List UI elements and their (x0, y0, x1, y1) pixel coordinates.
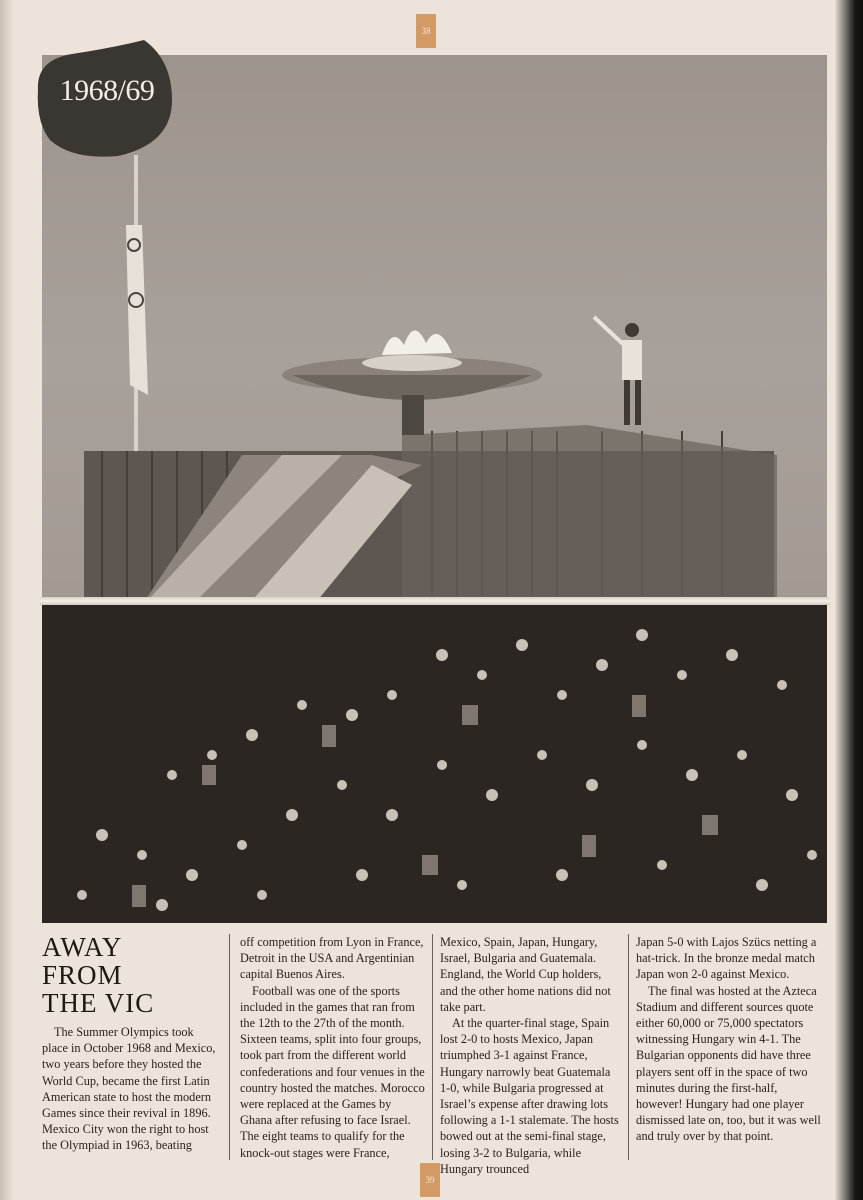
year-badge (32, 40, 176, 160)
paragraph: The final was hosted at the Azteca Stadium and different sources quote either 60,000 or 75,000 spectators witnessing Hungary win 4-1. The Bulgarian opponents did have three players sent off in the space of two minutes during the first-half, however! Hungary had one player dismissed late on, too, but it was well and truly over by that point. (636, 983, 821, 1144)
paragraph: Football was one of the sports included in the games that ran from the 12th to the 27th of the month. Sixteen teams, split into four groups, took part from the different world confederations and four venues in the country hosted the matches. Morocco were replaced at the Games by Ghana after refusing to face Israel. The eight teams to qualify for the knock-out stages were France, (240, 983, 425, 1160)
headline-line: AWAY (42, 932, 123, 962)
headline-line: FROM (42, 960, 123, 990)
article-column-3 (440, 934, 622, 1177)
headline (42, 933, 222, 1017)
column-divider (229, 934, 230, 1160)
year-label: 1968/69 (59, 74, 155, 107)
article-column-2 (240, 934, 426, 1161)
page-number-top: 38 (416, 14, 436, 48)
article-column-4 (636, 934, 822, 1145)
paragraph: off competition from Lyon in France, Detroit in the USA and Argentinian capital Buenos Aires. (240, 935, 424, 982)
paragraph: Japan 5-0 with Lajos Szücs netting a hat-trick. In the bronze medal match Japan won 2-0 against Mexico. (636, 935, 817, 982)
column-divider (628, 934, 629, 1160)
headline-line: THE VIC (42, 988, 155, 1018)
page-edge (835, 0, 863, 1200)
paragraph: The Summer Olympics took place in October 1968 and Mexico, two years before they hosted the World Cup, became the first Latin American state to host the modern Games since their revival in 1896. Mexico City won the right to host the Olympiad in 1963, beating (42, 1025, 216, 1153)
page-fold (40, 597, 830, 605)
page-shadow (0, 0, 14, 1200)
paragraph: At the quarter-final stage, Spain lost 2-0 to hosts Mexico, Japan triumphed 3-1 against France, Hungary narrowly beat Guatemala 1-0, while Bulgaria progressed at Israel’s expense after drawing lots following a 1-1 stalemate. The hosts bowed out at the semi-final stage, losing 3-2 to Bulgaria, while Hungary trounced (440, 1016, 619, 1176)
article-column-1 (42, 1024, 218, 1154)
page-number-bottom: 39 (420, 1163, 440, 1197)
column-divider (432, 934, 433, 1160)
paragraph: Mexico, Spain, Japan, Hungary, Israel, Bulgaria and Guatemala. England, the World Cup holders, and the other home nations did not take part. (440, 935, 611, 1014)
olympic-flame-photo (42, 55, 827, 923)
